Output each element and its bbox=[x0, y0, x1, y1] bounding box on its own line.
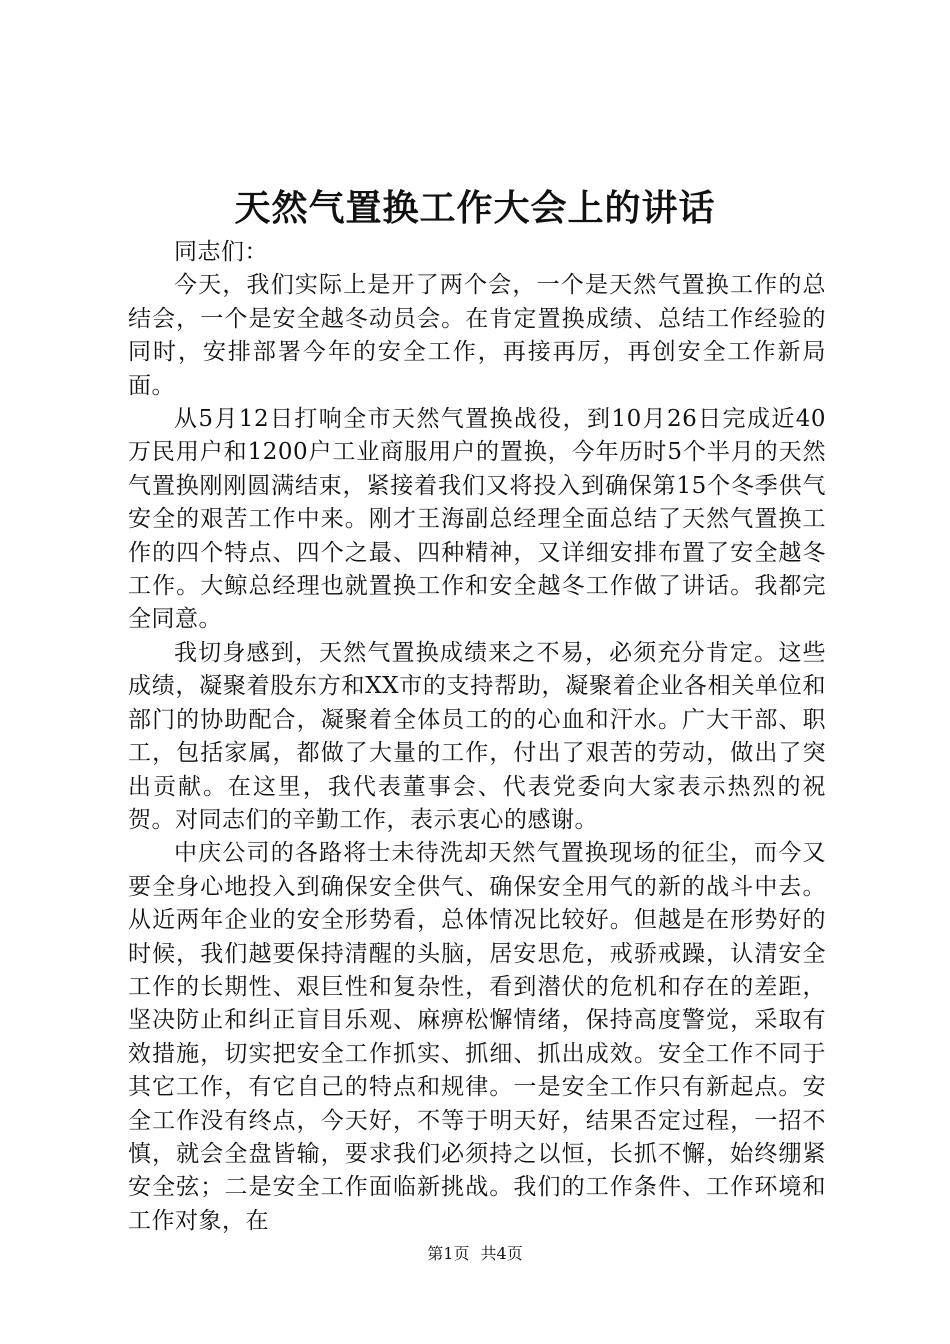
document-body bbox=[128, 236, 826, 1238]
paragraph-3: 我切身感到，天然气置换成绩来之不易，必须充分肯定。这些成绩，凝聚着股东方和XX市的支持帮助，凝聚着企业各相关单位和部门的协助配合，凝聚着全体员工的的心血和汗水。广大干部、职工，包括家属，都做了大量的工作，付出了艰苦的劳动，做出了突出贡献。在这里，我代表董事会、代表党委向大家表示热烈的祝贺。对同志们的辛勤工作，表示衷心的感谢。 bbox=[128, 639, 826, 833]
document-title: 天然气置换工作大会上的讲话 bbox=[234, 187, 716, 229]
paragraph-4: 中庆公司的各路将士未待洗却天然气置换现场的征尘，而今又要全身心地投入到确保安全供气、确保安全用气的新的战斗中去。从近两年企业的安全形势看，总体情况比较好。但越是在形势好的时候，我们越要保持清醒的头脑，居安思危，戒骄戒躁，认清安全工作的长期性、艰巨性和复杂性，看到潜伏的危机和存在的差距，坚决防止和纠正盲目乐观、麻痹松懈情绪，保持高度警觉，采取有效措施，切实把安全工作抓实、抓细、抓出成效。安全工作不同于其它工作，有它自己的特点和规律。一是安全工作只有新起点。安全工作没有终点，今天好，不等于明天好，结果否定过程，一招不慎，就会全盘皆输，要求我们必须持之以恒，长抓不懈，始终绷紧安全弦；二是安全工作面临新挑战。我们的工作条件、工作环境和工作对象，在 bbox=[128, 840, 826, 1234]
paragraph-1: 今天，我们实际上是开了两个会，一个是天然气置换工作的总结会，一个是安全越冬动员会。在肯定置换成绩、总结工作经验的同时，安排部署今年的安全工作，再接再厉，再创安全工作新局面。 bbox=[128, 272, 826, 399]
page-footer bbox=[0, 1243, 950, 1265]
page-total: 共4页 bbox=[480, 1244, 523, 1263]
salutation: 同志们： bbox=[174, 239, 268, 265]
paragraph-2: 从5月12日打响全市天然气置换战役，到10月26日完成近40万民用户和1200户工业商服用户的置换，今年历时5个半月的天然气置换刚刚圆满结束，紧接着我们又将投入到确保第15个冬季供气安全的艰苦工作中来。刚才王海副总经理全面总结了天然气置换工作的四个特点、四个之最、四种精神，又详细安排布置了安全越冬工作。大鲸总经理也就置换工作和安全越冬工作做了讲话。我都完全同意。 bbox=[128, 406, 826, 633]
page-number: 第1页 bbox=[427, 1244, 470, 1263]
